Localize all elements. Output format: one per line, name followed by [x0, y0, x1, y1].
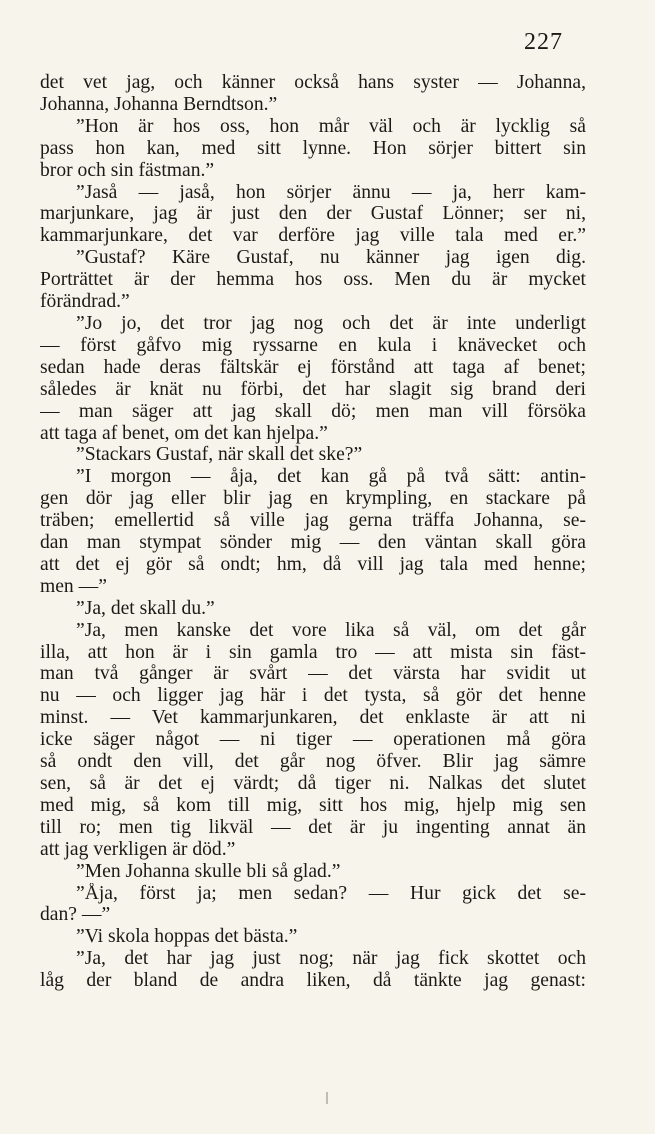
- text-line: minst. — Vet kammarjunkaren, det enklaste är att ni: [40, 707, 586, 729]
- text-line: ”Ja, det har jag just nog; när jag fick skottet och: [76, 948, 586, 970]
- text-line: sen, så är det ej värdt; då tiger ni. Nalkas det slutet: [40, 773, 586, 794]
- text-line: ”Jo jo, det tror jag nog och det är inte underligt: [76, 312, 586, 334]
- text-line: bror och sin fästman.”: [40, 159, 215, 181]
- text-line: marjunkare, jag är just den der Gustaf Lönner; ser ni,: [40, 203, 586, 225]
- text-line: ”Åja, först ja; men sedan? — Hur gick det se-: [76, 882, 586, 904]
- text-line: nu — och ligger jag här i det tysta, så gör det henne: [40, 685, 586, 707]
- text-line: dan? —”: [40, 904, 111, 926]
- text-line: ”Jaså — jaså, hon sörjer ännu — ja, herr kam-: [76, 181, 586, 203]
- text-line: förändrad.”: [40, 291, 130, 313]
- text-line: gen dör jag eller blir jag en krympling, en stackare på: [40, 488, 586, 510]
- page-number: 227: [524, 29, 563, 55]
- text-line: Porträttet är der hemma hos oss. Men du är mycket: [40, 269, 586, 291]
- text-line: det vet jag, och känner också hans syster — Johanna,: [40, 72, 586, 93]
- text-line: ”Stackars Gustaf, när skall det ske?”: [76, 444, 363, 466]
- text-line: kammarjunkare, det var derföre jag ville tala med er.”: [40, 225, 586, 247]
- text-line: att jag verkligen är död.”: [40, 838, 236, 860]
- text-line: att taga af benet, om det kan hjelpa.”: [40, 422, 328, 444]
- text-line: illa, att hon är i sin gamla tro — att mista sin fäst-: [40, 641, 586, 663]
- text-line: Johanna, Johanna Berndtson.”: [40, 93, 278, 115]
- text-line: sedan hade deras fältskär ej förstånd att taga af benet;: [40, 356, 586, 378]
- page-scan-mark: [326, 1092, 328, 1104]
- text-line: med mig, så kom till mig, sitt hos mig, hjelp mig sen: [40, 794, 586, 816]
- text-line: ”I morgon — åja, det kan gå på två sätt: antin-: [76, 466, 586, 488]
- text-line: till ro; men tig likväl — det är ju ingenting annat än: [40, 816, 586, 838]
- text-line: man två gånger är svårt — det värsta har svidit ut: [40, 663, 586, 685]
- text-line: ”Vi skola hoppas det bästa.”: [76, 926, 298, 948]
- text-line: ”Men Johanna skulle bli så glad.”: [76, 860, 341, 882]
- text-line: — man säger att jag skall dö; men man vill försöka: [40, 400, 586, 422]
- text-line: icke säger något — ni tiger — operationen må göra: [40, 729, 586, 751]
- text-line: ”Hon är hos oss, hon mår väl och är lycklig så: [76, 115, 586, 137]
- page-body-text: [40, 72, 586, 992]
- text-line: ”Ja, men kanske det vore lika så väl, om det går: [76, 619, 586, 641]
- text-line: träben; emellertid så ville jag gerna träffa Johanna, se-: [40, 510, 586, 532]
- text-line: att det ej gör så ondt; hm, då vill jag tala med henne;: [40, 553, 586, 575]
- text-line: — först gåfvo mig ryssarne en kula i knävecket och: [40, 334, 586, 356]
- text-line: pass hon kan, med sitt lynne. Hon sörjer bittert sin: [40, 137, 586, 159]
- text-line: ”Ja, det skall du.”: [76, 597, 215, 619]
- text-line: så ondt den vill, det går nog öfver. Blir jag sämre: [40, 751, 586, 773]
- text-line: således är knät nu förbi, det har slagit sig brand deri: [40, 378, 586, 400]
- text-line: låg der bland de andra liken, då tänkte jag genast:: [40, 970, 586, 992]
- text-line: men —”: [40, 575, 107, 597]
- text-line: ”Gustaf? Käre Gustaf, nu känner jag igen dig.: [76, 247, 586, 269]
- text-line: dan man stympat sönder mig — den väntan skall göra: [40, 532, 586, 554]
